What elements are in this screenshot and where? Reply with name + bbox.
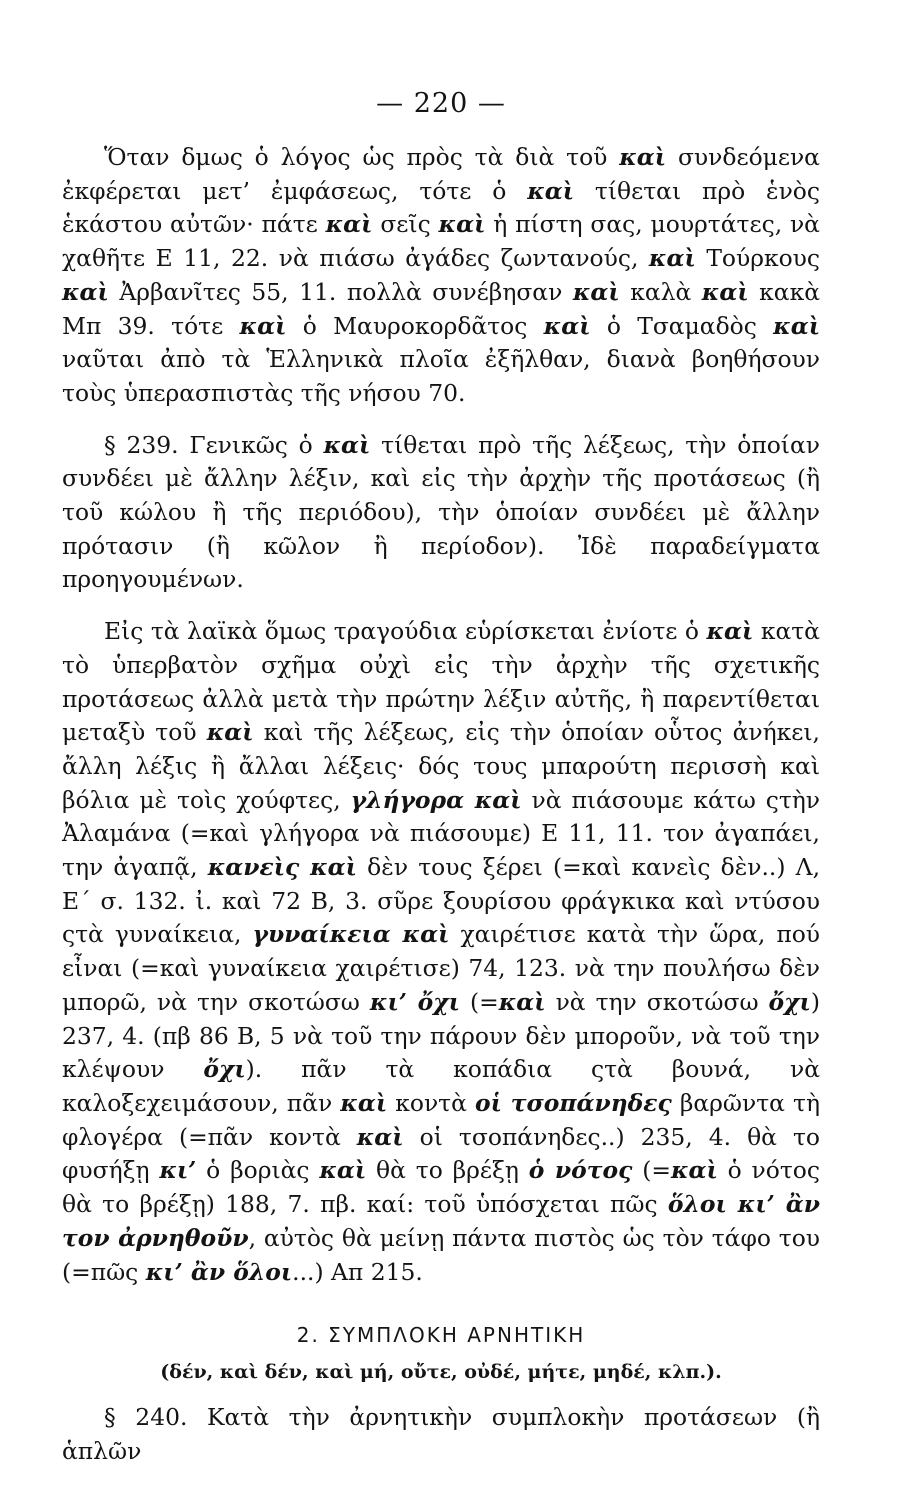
emphasized-text: ὄχι bbox=[768, 987, 811, 1016]
emphasized-text: καὶ bbox=[62, 277, 109, 306]
emphasized-text: καὶ bbox=[701, 277, 749, 306]
emphasized-text: ὅλοι κι’ ἂν τον ἀρνηθοῦν bbox=[62, 1190, 820, 1252]
emphasized-text: καὶ bbox=[325, 210, 373, 239]
emphasized-text: καὶ bbox=[619, 143, 667, 171]
emphasized-text: καὶ bbox=[670, 1156, 718, 1185]
emphasized-text: κανεὶς καὶ bbox=[207, 853, 357, 882]
emphasized-text: ὄχι bbox=[203, 1055, 246, 1084]
emphasized-text: καὶ bbox=[319, 1156, 367, 1185]
paragraph-folk-songs: Εἰς τὰ λαϊκὰ ὅμως τραγούδια εὑρίσκεται ἐνίοτε ὁ καὶ κατὰ τὸ ὑπερβατὸν σχῆμα οὐχὶ εἰς τὴν ἀρχὴν τῆς σχετικῆς προτάσεως ἀλλὰ μετὰ τὴν πρώτην λέξιν αὐτῆς, ἢ παρεντίθεται μεταξὺ τοῦ καὶ καὶ τῆς λέξεως, εἰς τὴν ὁποίαν οὗτος ἀνήκει, ἄλλη λέξις ἢ ἄλλαι λέξεις· δός τους μπαρούτη περισσὴ καὶ βόλια μὲ τοὶς χούφτες, γλήγορα καὶ νὰ πιάσουμε κάτω ςτὴν Ἀλαμάνα (=καὶ γλήγορα νὰ πιάσουμε) Ε 11, 11. τον ἀγαπάει, την ἀγαπᾷ, κανεὶς καὶ δὲν τους ξέρει (=καὶ κανεὶς δὲν..) Λ, Ε΄ σ. 132. ἰ. καὶ 72 Β, 3. σῦρε ξουρίσου φράγκικα καὶ ντύσου ςτὰ γυναίκεια, γυναίκεια καὶ χαιρέτισε κατὰ τὴν ὥρα, πού εἶναι (=καὶ γυναίκεια χαιρέτισε) 74, 123. νὰ την πουλήσω δὲν μπορῶ, νὰ την σκοτώσω κι’ ὄχι (=καὶ νὰ την σκοτώσω ὄχι) 237, 4. (πβ 86 Β, 5 νὰ τοῦ την πάρουν δὲν μποροῦν, νὰ τοῦ την κλέψουν ὄχι). πᾶν τὰ κοπάδια ςτὰ βουνά, νὰ καλοξεχειμάσουν, πᾶν καὶ κοντὰ οἱ τσοπάνηδες βαρῶντα τὴ φλογέρα (=πᾶν κοντὰ καὶ οἱ τσοπάνηδες..) 235, 4. θὰ το φυσήξῃ κι’ ὁ βοριὰς καὶ θὰ το βρέξῃ ὁ νότος (=καὶ ὁ νότος θὰ το βρέξῃ) 188, 7. πβ. καί: τοῦ ὑπόσχεται πῶς ὅλοι κι’ ἂν τον ἀρνηθοῦν, αὐτὸς θὰ μείνῃ πάντα πιστὸς ὡς τὸν τάφο του (=πῶς κι’ ἂν ὅλοι...) Απ 215. bbox=[62, 617, 821, 1286]
emphasized-text: καὶ bbox=[572, 277, 620, 306]
emphasized-text: καὶ bbox=[340, 1088, 388, 1117]
emphasized-text: οἱ τσοπάνηδες bbox=[475, 1088, 672, 1117]
emphasized-text: καὶ bbox=[206, 718, 254, 747]
paragraph-240: § 240. Κατὰ τὴν ἀρνητικὴν συμπλοκὴν προτάσεων (ἢ ἁπλῶν bbox=[62, 1403, 820, 1465]
page-number: — 220 — bbox=[376, 88, 506, 119]
section-subheading: (δέν, καὶ δέν, καὶ μή, οὔτε, οὐδέ, μήτε, μηδέ, κλπ.). bbox=[160, 1361, 722, 1384]
emphasized-text: καὶ bbox=[438, 210, 486, 239]
emphasized-text: καὶ bbox=[527, 176, 575, 205]
emphasized-text: κι’ bbox=[159, 1156, 197, 1185]
emphasized-text: γυναίκεια καὶ bbox=[252, 920, 450, 949]
emphasized-text: καὶ bbox=[543, 311, 591, 340]
emphasized-text: κι’ ἂν ὅλοι bbox=[145, 1257, 293, 1286]
book-page bbox=[62, 88, 820, 1469]
emphasized-text: καὶ bbox=[239, 311, 287, 340]
emphasized-text: γλήγορα καὶ bbox=[350, 785, 522, 814]
emphasized-text: καὶ bbox=[498, 987, 546, 1016]
emphasized-text: ὁ νότος bbox=[528, 1156, 633, 1185]
emphasized-text: καὶ bbox=[356, 1122, 404, 1151]
paragraph-1: Ὅταν δμως ὁ λόγος ὡς πρὸς τὰ διὰ τοῦ καὶ συνδεόμενα ἐκφέρεται μετ’ ἐμφάσεως, τότε ὁ καὶ τίθεται πρὸ ἑνὸς ἑκάστου αὐτῶν· πάτε καὶ σεῖς καὶ ἡ πίστη σας, μουρτάτες, νὰ χαθῆτε Ε 11, 22. νὰ πιάσω ἀγάδες ζωντανούς, καὶ Τούρκους καὶ Ἀρβανῖτες 55, 11. πολλὰ συνέβησαν καὶ καλὰ καὶ κακὰ Μπ 39. τότε καὶ ὁ Μαυροκορδᾶτος καὶ ὁ Τσαμαδὸς καὶ ναῦται ἀπὸ τὰ Ἑλληνικὰ πλοῖα ἐξῆλθαν, διανὰ βοηθήσουν τοὺς ὑπερασπιστὰς τῆς νήσου 70. bbox=[62, 143, 821, 407]
emphasized-text: καὶ bbox=[323, 430, 371, 459]
paragraph-239: § 239. Γενικῶς ὁ καὶ τίθεται πρὸ τῆς λέξεως, τὴν ὁποίαν συνδέει μὲ ἄλλην λέξιν, καὶ εἰς τὴν ἀρχὴν τῆς προτάσεως (ἢ τοῦ κώλου ἢ τῆς περιόδου), τὴν ὁποίαν συνδέει μὲ ἄλλην πρότασιν (ἢ κῶλον ἢ περίοδον). Ἰδὲ παραδείγματα προηγουμένων. bbox=[62, 430, 820, 594]
emphasized-text: καὶ bbox=[648, 244, 696, 273]
emphasized-text: κι’ ὄχι bbox=[369, 987, 460, 1016]
emphasized-text: καὶ bbox=[773, 311, 821, 340]
emphasized-text: καὶ bbox=[706, 617, 754, 646]
section-heading: 2. ΣΥΜΠΛΟΚΗ ΑΡΝΗΤΙΚΗ bbox=[296, 1323, 586, 1348]
